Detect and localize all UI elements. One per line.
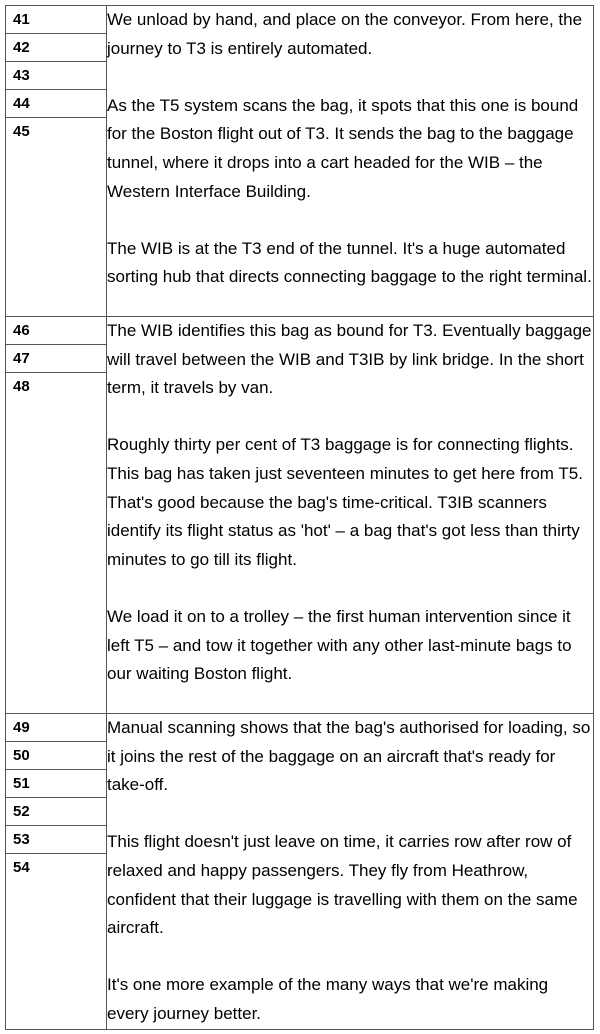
line-numbers-cell (6, 6, 107, 317)
line-number: 51 (6, 770, 106, 798)
paragraph: We unload by hand, and place on the conveyor. From here, the journey to T3 is entirely automated. (107, 10, 583, 58)
script-row (6, 317, 594, 714)
script-text-cell[interactable] (107, 6, 594, 317)
paragraph: It's one more example of the many ways that we're making every journey better. (107, 975, 549, 1023)
paragraph: The WIB is at the T3 end of the tunnel. It's a huge automated sorting hub that directs connecting baggage to the right terminal. (107, 238, 592, 287)
line-number: 43 (6, 62, 106, 90)
line-number: 47 (6, 345, 106, 373)
script-row (6, 6, 594, 317)
line-number: 54 (13, 859, 30, 876)
script-table (5, 5, 594, 1030)
line-number: 48 (13, 378, 30, 395)
line-numbers-cell (6, 714, 107, 1030)
paragraph: We load it on to a trolley – the first human intervention since it left T5 – and tow it together with any other last-minute bags to our waiting Boston flight. (107, 606, 572, 684)
line-number: 42 (6, 34, 106, 62)
line-number: 45 (13, 123, 30, 140)
line-number: 49 (6, 714, 106, 742)
line-number: 44 (6, 90, 106, 118)
paragraph: Manual scanning shows that the bag's authorised for loading, so it joins the rest of the baggage on an aircraft that's ready for take-off. (107, 718, 591, 795)
script-text-cell[interactable] (107, 317, 594, 714)
paragraph: As the T5 system scans the bag, it spots that this one is bound for the Boston flight out of T3. It sends the bag to the baggage tunnel, where it drops into a cart headed for the WIB – the Western Interface Building. (107, 95, 579, 201)
line-number: 50 (6, 742, 106, 770)
script-text-cell[interactable] (107, 714, 594, 1030)
line-numbers-cell (6, 317, 107, 714)
paragraph: The WIB identifies this bag as bound for T3. Eventually baggage will travel between the WIB and T3IB by link bridge. In the short term, it travels by van. (107, 321, 592, 398)
script-row (6, 714, 594, 1030)
line-number: 46 (6, 317, 106, 345)
paragraph: This flight doesn't just leave on time, it carries row after row of relaxed and happy passengers. They fly from Heathrow, confident that their luggage is travelling with them on the same aircraft. (107, 832, 578, 938)
line-number: 53 (6, 826, 106, 854)
line-number: 52 (6, 798, 106, 826)
paragraph: Roughly thirty per cent of T3 baggage is for connecting flights. This bag has taken just seventeen minutes to get here from T5. That's good because the bag's time-critical. T3IB scanners identify its flight status as 'hot' – a bag that's got less than thirty minutes to go till its flight. (107, 435, 583, 569)
line-number: 41 (6, 6, 106, 34)
